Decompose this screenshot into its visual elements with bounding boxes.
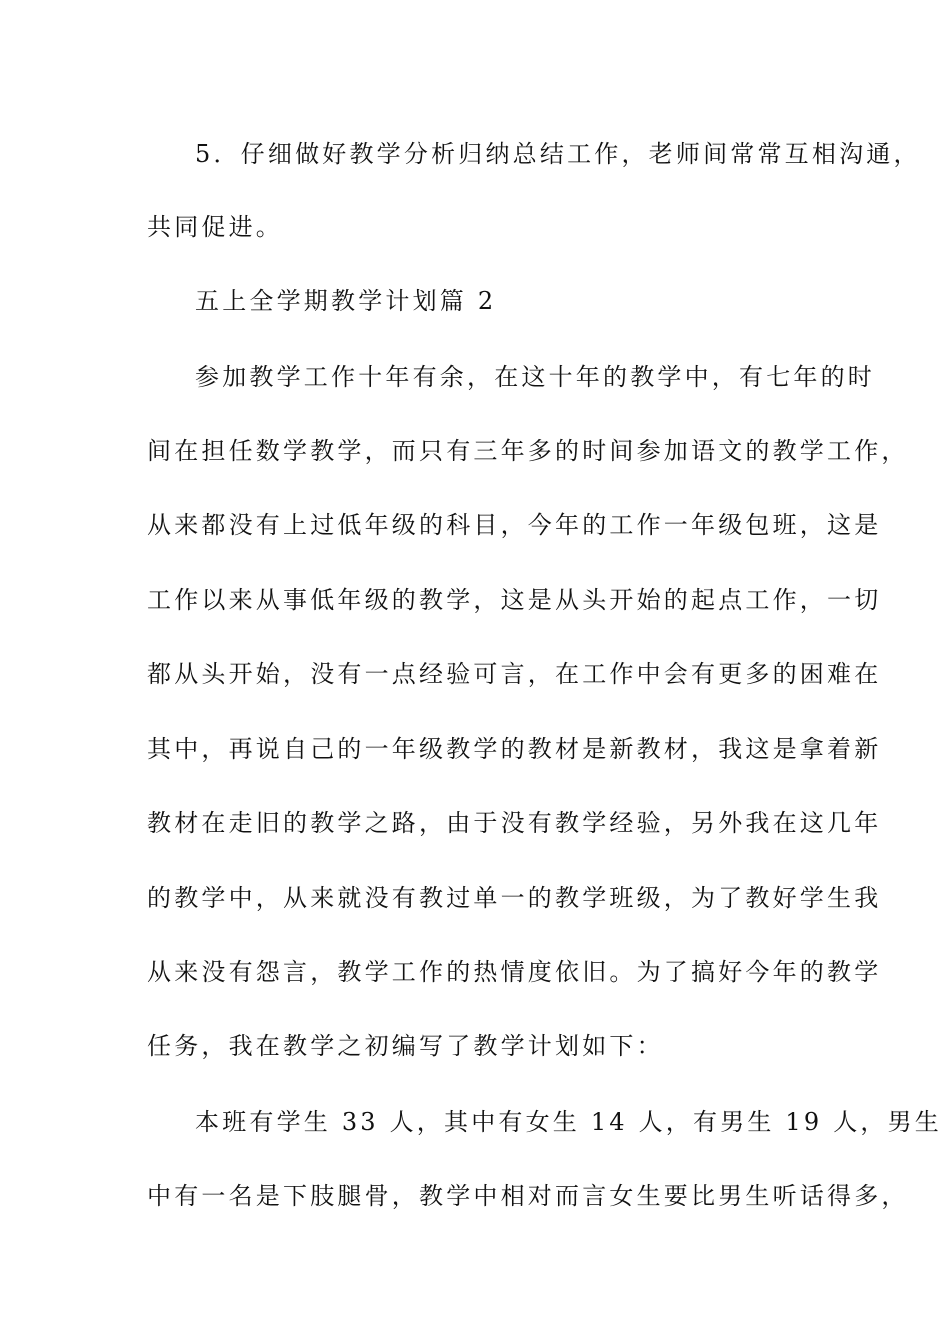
paragraph-line: 其中，再说自己的一年级教学的教材是新教材，我这是拿着新: [147, 735, 882, 763]
paragraph-line: 中有一名是下肢腿骨，教学中相对而言女生要比男生听话得多，: [147, 1182, 909, 1210]
paragraph-line: 的教学中，从来就没有教过单一的教学班级，为了教好学生我: [147, 884, 882, 912]
section-heading: 五上全学期教学计划篇 2: [195, 287, 497, 315]
paragraph-line: 共同促进。: [147, 213, 283, 241]
paragraph-line: 任务，我在教学之初编写了教学计划如下：: [147, 1032, 664, 1060]
paragraph-line: 都从头开始，没有一点经验可言，在工作中会有更多的困难在: [147, 660, 882, 688]
paragraph-line: 工作以来从事低年级的教学，这是从头开始的起点工作，一切: [147, 586, 882, 614]
paragraph-line: 间在担任数学教学，而只有三年多的时间参加语文的教学工作，: [147, 437, 909, 465]
paragraph-line: 5．仔细做好教学分析归纳总结工作，老师间常常互相沟通，: [195, 140, 921, 168]
paragraph-line: 参加教学工作十年有余，在这十年的教学中，有七年的时: [195, 363, 875, 391]
paragraph-line: 本班有学生 33 人，其中有女生 14 人，有男生 19 人，男生: [195, 1108, 942, 1136]
paragraph-line: 从来都没有上过低年级的科目，今年的工作一年级包班，这是: [147, 511, 882, 539]
paragraph-line: 教材在走旧的教学之路，由于没有教学经验，另外我在这几年: [147, 809, 882, 837]
paragraph-line: 从来没有怨言，教学工作的热情度依旧。为了搞好今年的教学: [147, 958, 882, 986]
